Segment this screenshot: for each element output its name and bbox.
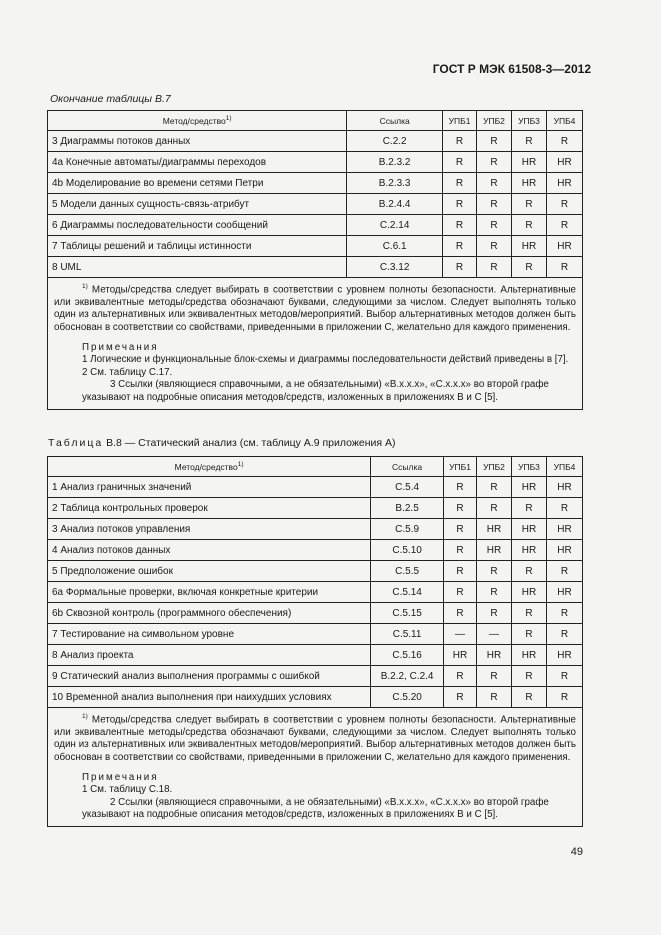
sil2-cell: HR bbox=[477, 519, 512, 540]
table-row bbox=[48, 603, 583, 624]
method-cell: 8 Анализ проекта bbox=[48, 645, 371, 666]
sil1-cell: R bbox=[444, 687, 477, 708]
reference-cell: C.5.11 bbox=[371, 624, 444, 645]
reference-cell: C.2.14 bbox=[347, 215, 443, 236]
reference-cell: C.3.12 bbox=[347, 257, 443, 278]
method-cell: 2 Таблица контрольных проверок bbox=[48, 498, 371, 519]
sil2-cell: R bbox=[477, 561, 512, 582]
column-header-sil3: УПБ3 bbox=[512, 111, 547, 131]
sil1-cell: R bbox=[444, 561, 477, 582]
column-header-sil4: УПБ4 bbox=[546, 111, 582, 131]
notes-title: Примечания bbox=[82, 341, 159, 353]
reference-cell: C.5.9 bbox=[371, 519, 444, 540]
sil3-cell: R bbox=[512, 257, 547, 278]
method-cell: 9 Статический анализ выполнения программы с ошибкой bbox=[48, 666, 371, 687]
column-header-sil1: УПБ1 bbox=[443, 111, 477, 131]
method-cell: 4 Анализ потоков данных bbox=[48, 540, 371, 561]
sil3-cell: R bbox=[512, 561, 547, 582]
sil3-cell: R bbox=[512, 131, 547, 152]
table-row bbox=[48, 215, 583, 236]
sil3-cell: R bbox=[512, 498, 547, 519]
sil4-cell: R bbox=[546, 257, 582, 278]
method-cell: 7 Таблицы решений и таблицы истинности bbox=[48, 236, 347, 257]
sil1-cell: R bbox=[443, 236, 477, 257]
method-cell: 4b Моделирование во времени сетями Петри bbox=[48, 173, 347, 194]
notes-title: Примечания bbox=[82, 771, 159, 783]
table-row bbox=[48, 666, 583, 687]
reference-cell: B.2.2, C.2.4 bbox=[371, 666, 444, 687]
column-header-sil4: УПБ4 bbox=[546, 457, 582, 477]
sil3-cell: R bbox=[512, 624, 547, 645]
sil2-cell: R bbox=[477, 477, 512, 498]
method-cell: 7 Тестирование на символьном уровне bbox=[48, 624, 371, 645]
sil1-cell: R bbox=[443, 257, 477, 278]
sil4-cell: HR bbox=[546, 645, 582, 666]
sil2-cell: R bbox=[477, 498, 512, 519]
table-row bbox=[48, 624, 583, 645]
sil4-cell: HR bbox=[546, 236, 582, 257]
table-row bbox=[48, 687, 583, 708]
sil3-cell: HR bbox=[512, 173, 547, 194]
sil4-cell: R bbox=[546, 194, 582, 215]
table-row bbox=[48, 519, 583, 540]
sil2-cell: R bbox=[477, 152, 512, 173]
table-row bbox=[48, 131, 583, 152]
sil3-cell: HR bbox=[512, 582, 547, 603]
sil1-cell: R bbox=[444, 477, 477, 498]
sil1-cell: R bbox=[443, 215, 477, 236]
sil4-cell: R bbox=[546, 131, 582, 152]
sil4-cell: R bbox=[546, 215, 582, 236]
sil1-cell: R bbox=[444, 498, 477, 519]
reference-cell: C.5.14 bbox=[371, 582, 444, 603]
sil2-cell: R bbox=[477, 194, 512, 215]
sil1-cell: HR bbox=[444, 645, 477, 666]
sil2-cell: R bbox=[477, 257, 512, 278]
table-header-row bbox=[48, 111, 583, 131]
sil1-cell: R bbox=[443, 131, 477, 152]
table-row bbox=[48, 173, 583, 194]
sil3-cell: R bbox=[512, 215, 547, 236]
note-item: 1 Логические и функциональные блок-схемы и диаграммы последовательности действий приведены в [7]. bbox=[82, 354, 569, 366]
footnote-text: $^{1)}$ Методы/средства следует выбирать в соответствии с уровнем полноты безопасности. Альтернативные или эквивалентные методы/средства обозначают буквами, следующими за числом. Следует выполнять только один из альтернативных или эквивалентных методов/мероприятий. Выбор альтернативных методов должен быть обоснован в соответствии со свойствами, приведенными в приложении С, желательно для каждого применения. bbox=[54, 283, 576, 334]
table-footnote bbox=[48, 708, 583, 827]
reference-cell: C.5.5 bbox=[371, 561, 444, 582]
table-row bbox=[48, 498, 583, 519]
page-number: 49 bbox=[570, 846, 583, 858]
sil3-cell: R bbox=[512, 687, 547, 708]
column-header-sil1: УПБ1 bbox=[444, 457, 477, 477]
method-cell: 3 Анализ потоков управления bbox=[48, 519, 371, 540]
sil2-cell: R bbox=[477, 603, 512, 624]
reference-cell: C.6.1 bbox=[347, 236, 443, 257]
sil3-cell: R bbox=[512, 194, 547, 215]
sil1-cell: R bbox=[443, 173, 477, 194]
sil4-cell: HR bbox=[546, 477, 582, 498]
sil1-cell: R bbox=[444, 582, 477, 603]
reference-cell: C.5.10 bbox=[371, 540, 444, 561]
sil4-cell: R bbox=[546, 666, 582, 687]
reference-cell: B.2.4.4 bbox=[347, 194, 443, 215]
note-item: 2 См. таблицу С.17. bbox=[82, 366, 173, 378]
reference-cell: B.2.3.3 bbox=[347, 173, 443, 194]
sil4-cell: HR bbox=[546, 540, 582, 561]
column-header-sil2: УПБ2 bbox=[477, 111, 512, 131]
column-header-reference: Ссылка bbox=[371, 457, 444, 477]
table-row bbox=[48, 194, 583, 215]
method-cell: 10 Временной анализ выполнения при наихудших условиях bbox=[48, 687, 371, 708]
sil2-cell: — bbox=[477, 624, 512, 645]
sil2-cell: R bbox=[477, 215, 512, 236]
method-cell: 6b Сквозной контроль (программного обеспечения) bbox=[48, 603, 371, 624]
method-cell: 6a Формальные проверки, включая конкретные критерии bbox=[48, 582, 371, 603]
sil4-cell: R bbox=[546, 603, 582, 624]
column-header-method: Метод/средство$^{1)}$ bbox=[48, 111, 347, 131]
notes-block bbox=[54, 342, 576, 405]
sil1-cell: R bbox=[444, 603, 477, 624]
sil2-cell: R bbox=[477, 582, 512, 603]
sil4-cell: HR bbox=[546, 582, 582, 603]
sil1-cell: R bbox=[443, 194, 477, 215]
sil3-cell: HR bbox=[512, 152, 547, 173]
sil4-cell: R bbox=[546, 498, 582, 519]
sil2-cell: R bbox=[477, 687, 512, 708]
method-cell: 5 Предположение ошибок bbox=[48, 561, 371, 582]
sil3-cell: R bbox=[512, 603, 547, 624]
table-row bbox=[48, 152, 583, 173]
column-header-sil2: УПБ2 bbox=[477, 457, 512, 477]
reference-cell: C.5.15 bbox=[371, 603, 444, 624]
reference-cell: B.2.3.2 bbox=[347, 152, 443, 173]
table-footnote bbox=[48, 278, 583, 410]
table-footnote-row bbox=[48, 278, 583, 410]
sil2-cell: HR bbox=[477, 540, 512, 561]
method-cell: 4a Конечные автоматы/диаграммы переходов bbox=[48, 152, 347, 173]
sil4-cell: HR bbox=[546, 519, 582, 540]
column-header-reference: Ссылка bbox=[347, 111, 443, 131]
table-row bbox=[48, 561, 583, 582]
column-header-sil3: УПБ3 bbox=[512, 457, 547, 477]
table-footnote-row bbox=[48, 708, 583, 827]
sil3-cell: HR bbox=[512, 519, 547, 540]
method-cell: 1 Анализ граничных значений bbox=[48, 477, 371, 498]
sil4-cell: R bbox=[546, 561, 582, 582]
method-cell: 8 UML bbox=[48, 257, 347, 278]
table-row bbox=[48, 257, 583, 278]
table-row bbox=[48, 477, 583, 498]
table-b7-caption: Окончание таблицы В.7 bbox=[50, 93, 171, 105]
sil3-cell: HR bbox=[512, 236, 547, 257]
table-row bbox=[48, 540, 583, 561]
table-b7 bbox=[47, 110, 583, 410]
sil1-cell: R bbox=[443, 152, 477, 173]
table-b8-caption: Таблица В.8 — Статический анализ (см. таблицу А.9 приложения А) bbox=[48, 437, 396, 449]
method-cell: 3 Диаграммы потоков данных bbox=[48, 131, 347, 152]
note-item: 3 Ссылки (являющиеся справочными, а не обязательными) «В.х.х.х», «С.х.х.х» во второй графе указывают на подробные описания методов/средств, изложенных в приложениях В и С [5]. bbox=[82, 379, 549, 404]
sil2-cell: R bbox=[477, 131, 512, 152]
sil2-cell: R bbox=[477, 666, 512, 687]
sil2-cell: HR bbox=[477, 645, 512, 666]
method-cell: 5 Модели данных сущность-связь-атрибут bbox=[48, 194, 347, 215]
sil2-cell: R bbox=[477, 236, 512, 257]
reference-cell: C.5.20 bbox=[371, 687, 444, 708]
reference-cell: C.5.16 bbox=[371, 645, 444, 666]
sil1-cell: R bbox=[444, 519, 477, 540]
sil1-cell: R bbox=[444, 540, 477, 561]
sil3-cell: HR bbox=[512, 477, 547, 498]
sil3-cell: R bbox=[512, 666, 547, 687]
sil4-cell: HR bbox=[546, 173, 582, 194]
table-b8 bbox=[47, 456, 583, 827]
notes-block bbox=[54, 772, 576, 822]
sil1-cell: R bbox=[444, 666, 477, 687]
table-row bbox=[48, 645, 583, 666]
sil4-cell: R bbox=[546, 687, 582, 708]
sil1-cell: — bbox=[444, 624, 477, 645]
reference-cell: C.5.4 bbox=[371, 477, 444, 498]
footnote-text: $^{1)}$ Методы/средства следует выбирать в соответствии с уровнем полноты безопасности. Альтернативные или эквивалентные методы/средства обозначают буквами, следующими за числом. Следует выполнять только один из альтернативных или эквивалентных методов/мероприятий. Выбор альтернативных методов должен быть обоснован в соответствии со свойствами, приведенными в приложении С, желательно для каждого применения. bbox=[54, 713, 576, 764]
table-row bbox=[48, 236, 583, 257]
sil4-cell: R bbox=[546, 624, 582, 645]
reference-cell: B.2.5 bbox=[371, 498, 444, 519]
sil3-cell: HR bbox=[512, 645, 547, 666]
table-header-row bbox=[48, 457, 583, 477]
sil2-cell: R bbox=[477, 173, 512, 194]
reference-cell: C.2.2 bbox=[347, 131, 443, 152]
sil3-cell: HR bbox=[512, 540, 547, 561]
document-header: ГОСТ Р МЭК 61508-3—2012 bbox=[432, 62, 591, 76]
sil4-cell: HR bbox=[546, 152, 582, 173]
table-row bbox=[48, 582, 583, 603]
method-cell: 6 Диаграммы последовательности сообщений bbox=[48, 215, 347, 236]
note-item: 2 Ссылки (являющиеся справочными, а не обязательными) «В.х.х.х», «С.х.х.х» во второй графе указывают на подробные описания методов/средств, изложенных в приложениях В и С [5]. bbox=[82, 796, 549, 821]
column-header-method: Метод/средство$^{1)}$ bbox=[48, 457, 371, 477]
note-item: 1 См. таблицу С.18. bbox=[82, 784, 173, 796]
